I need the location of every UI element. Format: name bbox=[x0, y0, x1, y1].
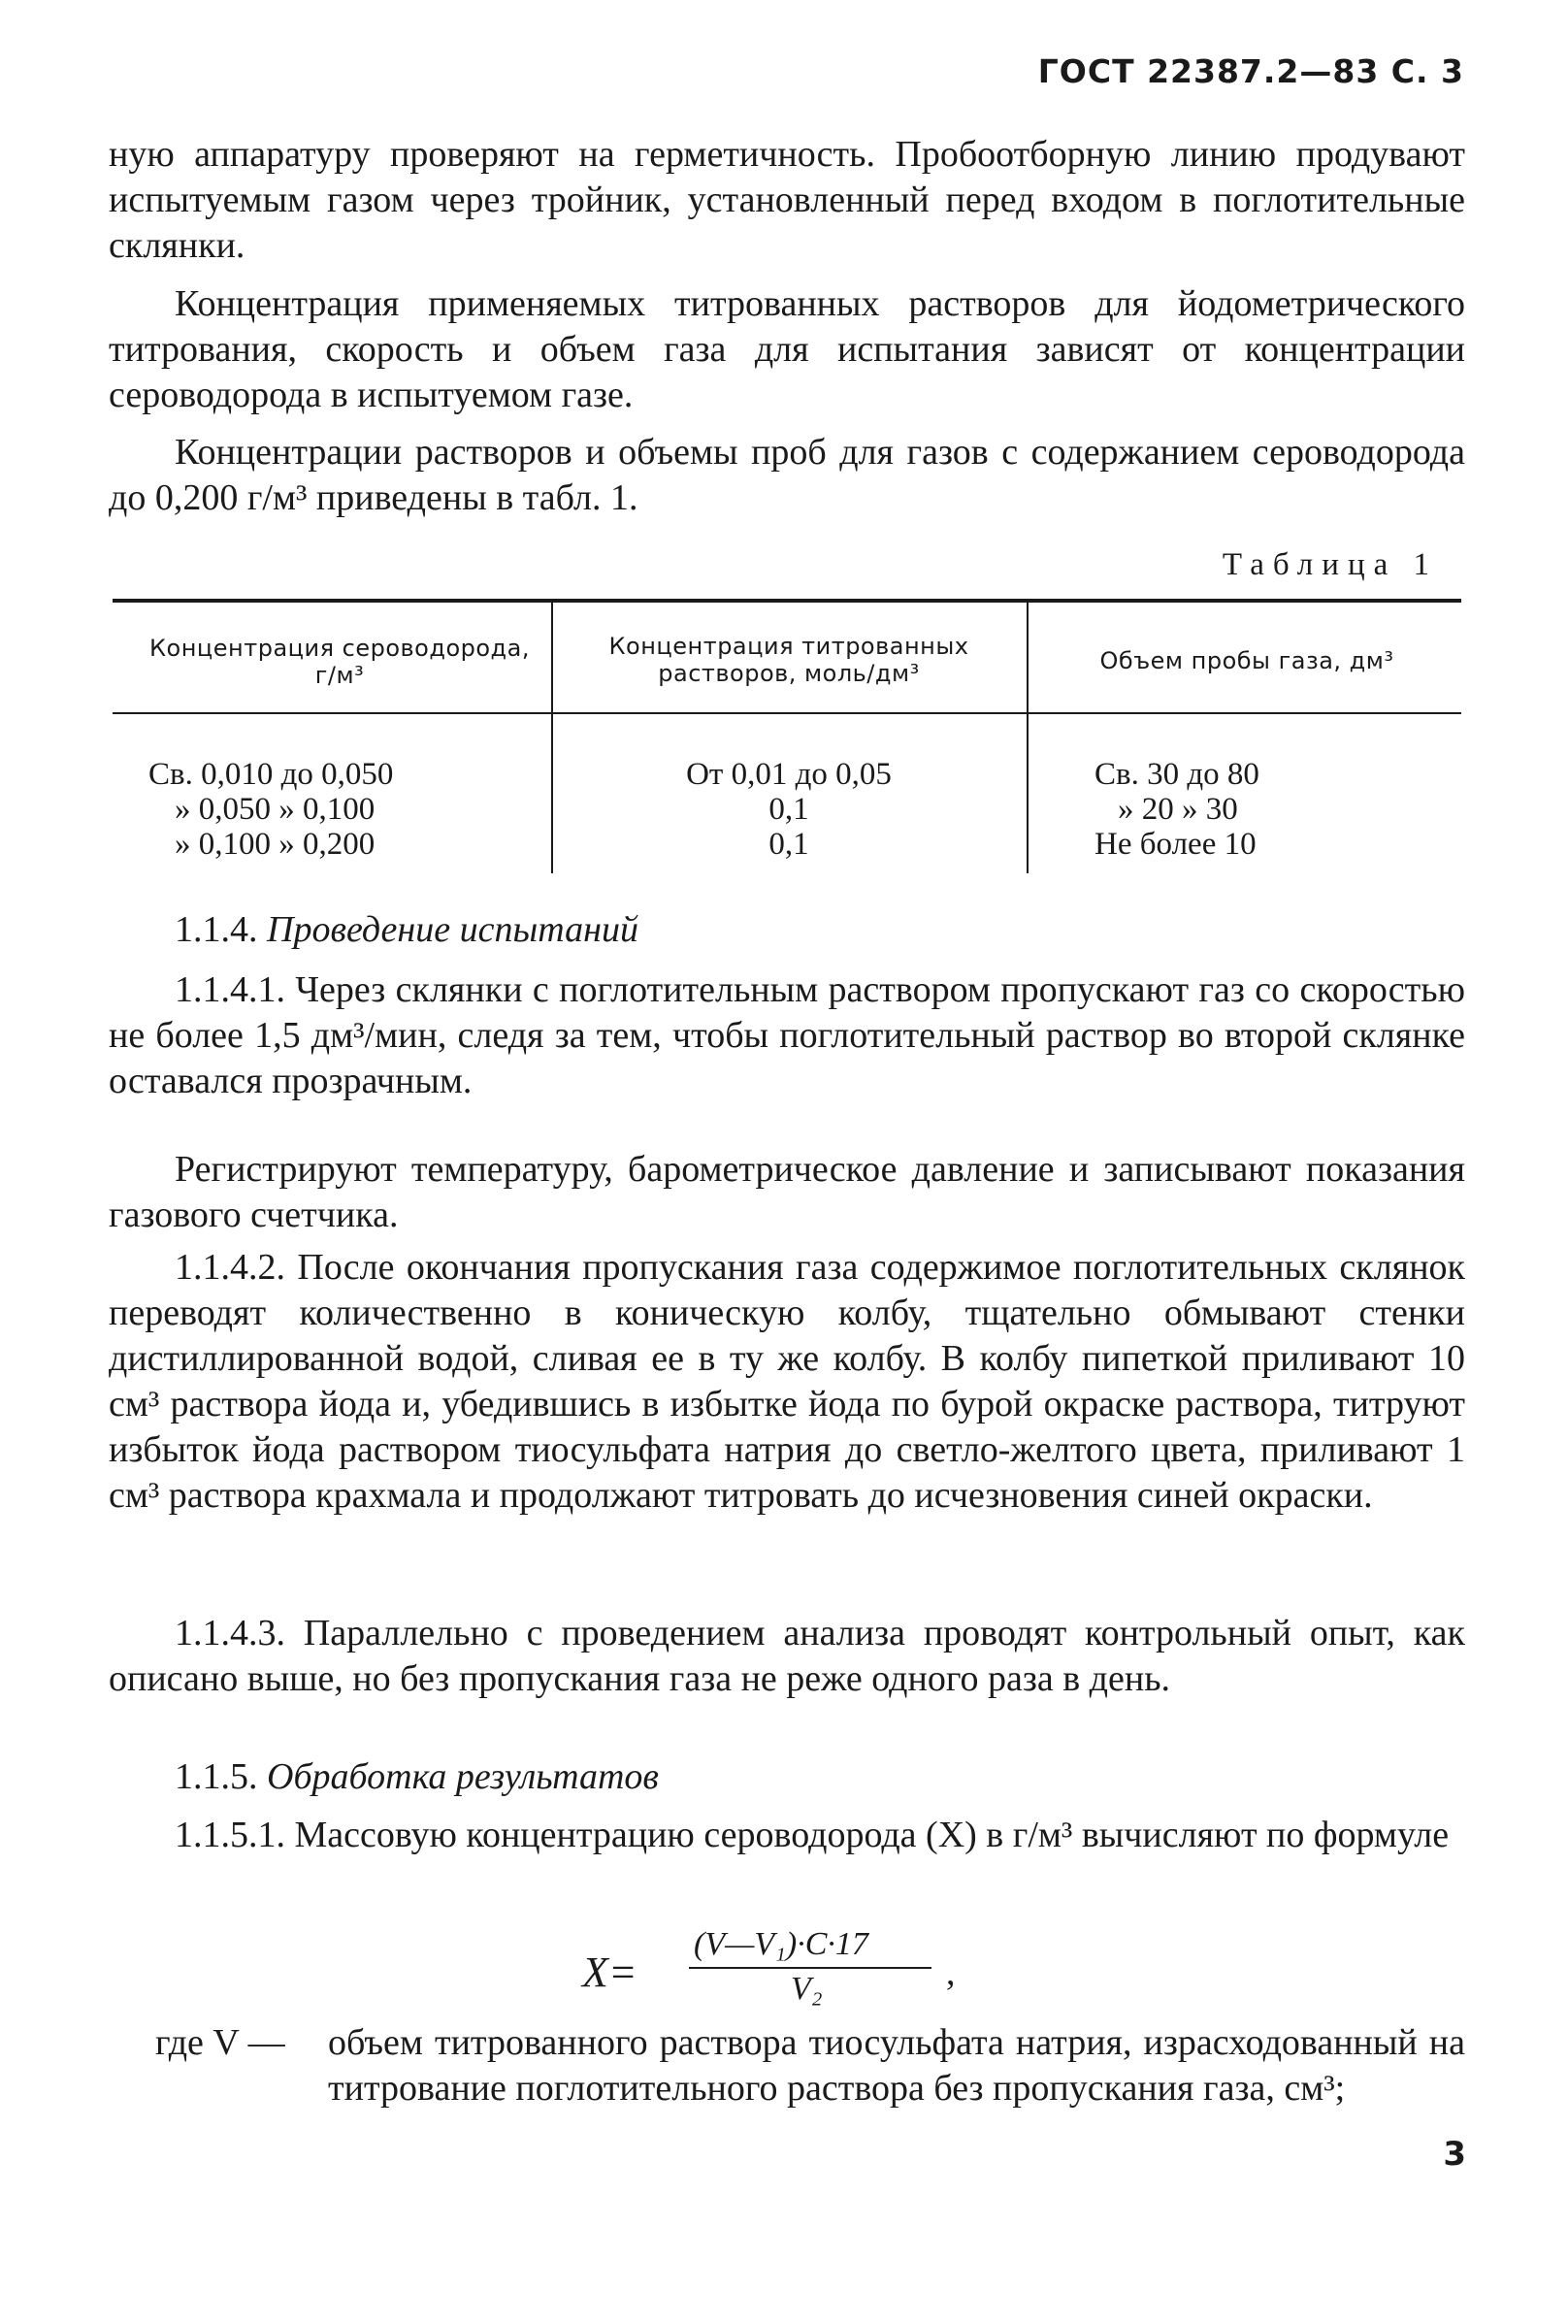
paragraph-1-1-5-1: 1.1.5.1. Массовую концентрацию сероводорода (X) в г/м³ вычисляют по формуле bbox=[175, 1815, 1450, 1855]
table-title: Таблица 1 bbox=[1222, 547, 1438, 582]
table-cell-volume-1: Св. 30 до 80 bbox=[1094, 757, 1259, 792]
table-header-sample-volume: Объем пробы газа, дм³ bbox=[1099, 647, 1394, 674]
paragraph-continuation: ную аппаратуру проверяют на герметичность. Пробоотборную линию продувают испытуемым газом через тройник, установленный перед входом в поглотительные склянки. bbox=[109, 134, 1465, 266]
paragraph-1-1-4-3: 1.1.4.3. Параллельно с проведением анализа проводят контрольный опыт, как описано выше, но без пропускания газа не реже одного раза в день. bbox=[109, 1613, 1465, 1699]
table-cell-volume-3: Не более 10 bbox=[1094, 827, 1257, 862]
section-title: Обработка результатов bbox=[267, 1756, 659, 1797]
table-cell-solution-1: От 0,01 до 0,05 bbox=[686, 757, 892, 792]
paragraph-1-1-4-2: 1.1.4.2. После окончания пропускания газа содержимое поглотительных склянок переводят количественно в коническую колбу, тщательно обмывают стенки дистиллированной водой, сливая ее в ту же колбу. В колбу пипеткой приливают 10 см³ раствора йода и, убедившись в избытке йода по бурой окраске раствора, титруют избыток йода раствором тиосульфата натрия до светло-желтого цвета, приливают 1 см³ раствора крахмала и продолжают титровать до исчезновения синей окраски. bbox=[109, 1247, 1465, 1516]
table-column-divider-1 bbox=[551, 602, 553, 873]
paragraph-concentration: Концентрация применяемых титрованных растворов для йодометрического титрования, скорость и объем газа для испытания зависят от концентрации сероводорода в испытуемом газе. bbox=[109, 283, 1465, 415]
table-top-rule bbox=[113, 599, 1461, 603]
formula-lhs: X= bbox=[582, 1948, 637, 1996]
table-header-h2s-concentration: Концентрация сероводорода, г/м³ bbox=[149, 635, 530, 689]
page-number: 3 bbox=[1443, 2135, 1466, 2174]
table-column-divider-2 bbox=[1027, 602, 1029, 873]
where-label: где V — bbox=[155, 2022, 285, 2063]
formula-comma: , bbox=[946, 1952, 956, 1993]
paragraph-table-reference: Концентрации растворов и объемы проб для газов с содержанием сероводорода до 0,200 г/м³ приведены в табл. 1. bbox=[109, 432, 1465, 518]
table-header-solution-concentration: Концентрация титрованных растворов, моль/дм³ bbox=[608, 633, 969, 687]
paragraph-1-1-4-1: 1.1.4.1. Через склянки с поглотительным раствором пропускают газ со скоростью не более 1,5 дм³/мин, следя за тем, чтобы поглотительный раствор во второй склянке оставался прозрачным. bbox=[109, 969, 1465, 1101]
formula-numerator: (V—V₁)·C·17 bbox=[694, 1926, 868, 1962]
table-cell-h2s-range-3: » 0,100 » 0,200 bbox=[175, 827, 376, 862]
table-header-rule bbox=[113, 712, 1461, 714]
section-number: 1.1.4. bbox=[175, 909, 258, 950]
where-definition: объем титрованного раствора тиосульфата натрия, израсходованный на титрование поглотительного раствора без пропускания газа, см³; bbox=[328, 2022, 1465, 2109]
standard-header: ГОСТ 22387.2—83 С. 3 bbox=[1037, 52, 1464, 90]
table-cell-solution-2: 0,1 bbox=[768, 792, 809, 827]
section-number: 1.1.5. bbox=[175, 1756, 258, 1797]
table-cell-h2s-range-2: » 0,050 » 0,100 bbox=[175, 792, 376, 827]
fraction-bar bbox=[689, 1967, 931, 1969]
section-heading-1-1-5 bbox=[175, 1754, 659, 1800]
table-cell-h2s-range-1: Св. 0,010 до 0,050 bbox=[148, 757, 394, 792]
formula-denominator: V₂ bbox=[791, 1971, 823, 2007]
section-heading-1-1-4 bbox=[175, 907, 638, 953]
section-title: Проведение испытаний bbox=[267, 909, 638, 950]
table-cell-volume-2: » 20 » 30 bbox=[1118, 792, 1238, 827]
paragraph-registration: Регистрируют температуру, барометрическое давление и записывают показания газового счетчика. bbox=[109, 1149, 1465, 1235]
table-cell-solution-3: 0,1 bbox=[768, 827, 809, 862]
